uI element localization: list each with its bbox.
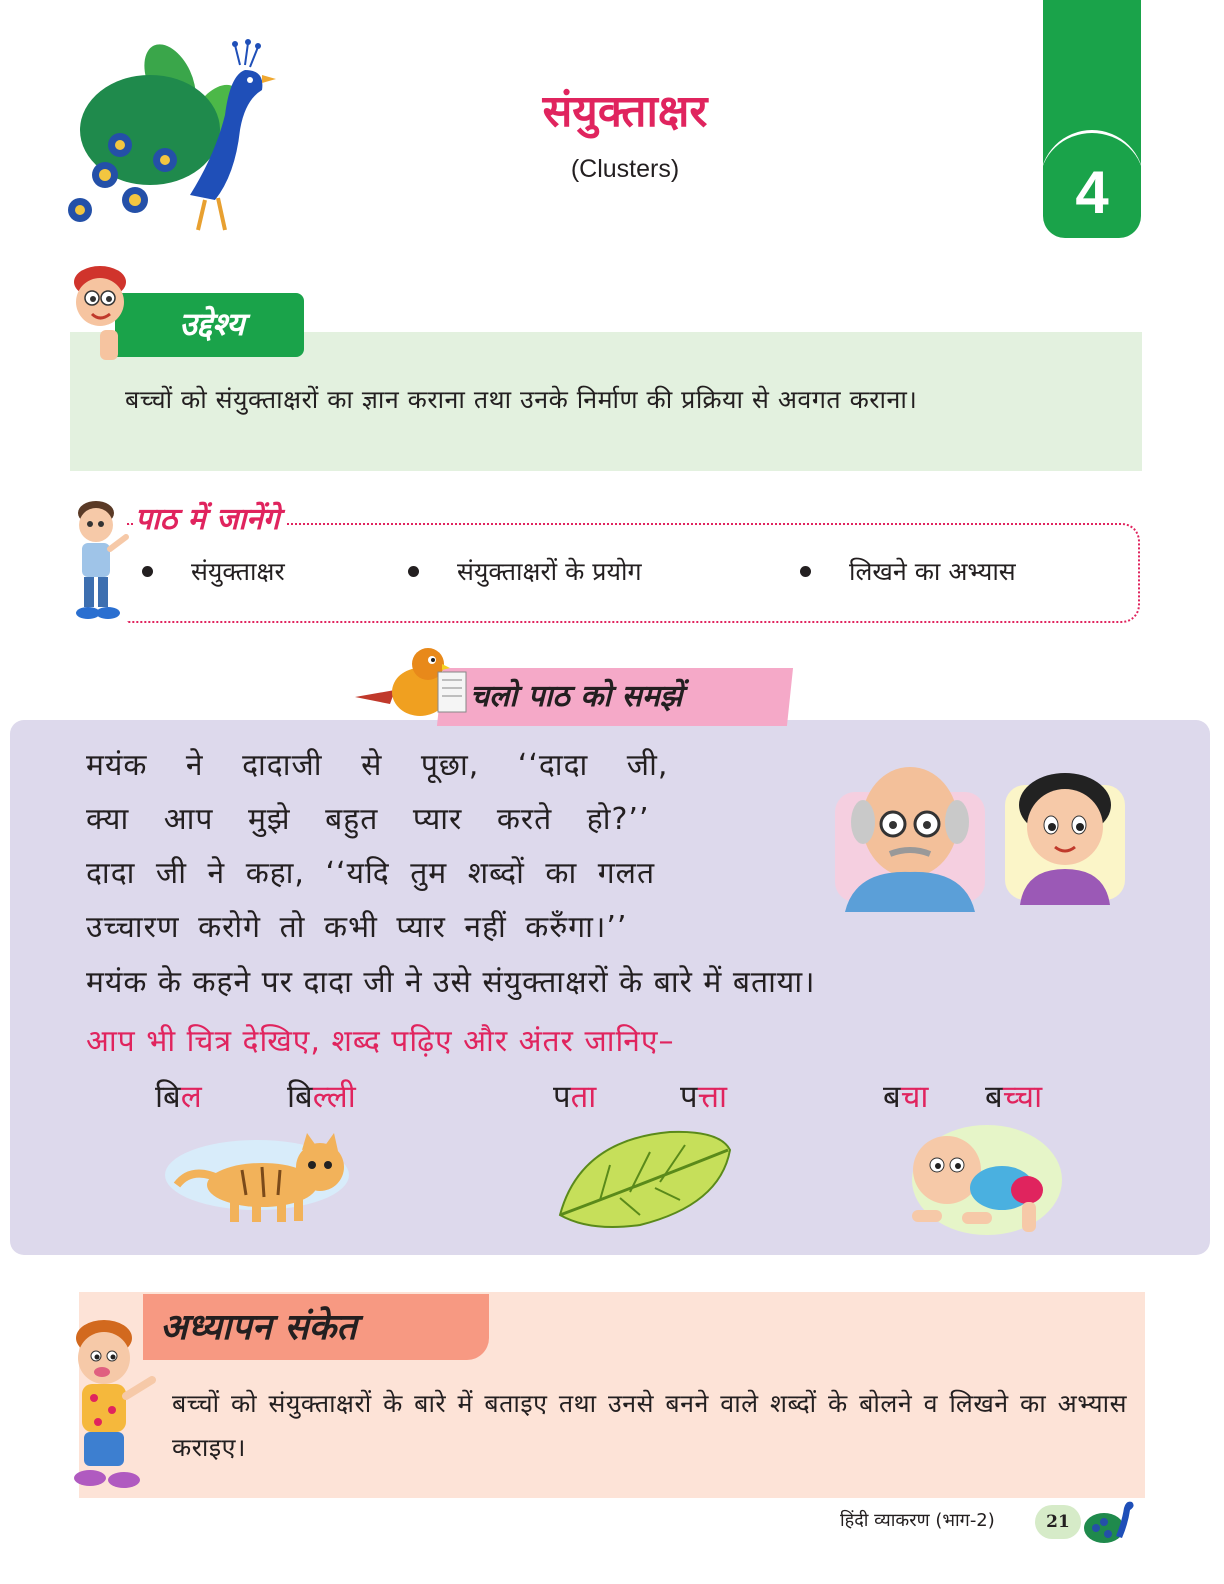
boy-with-sign-illustration: [62, 262, 132, 367]
word-cluster: [985, 1076, 1042, 1118]
bullet-icon: [142, 566, 153, 577]
baby-illustration: [902, 1120, 1062, 1248]
word-cluster: [287, 1076, 356, 1118]
lesson-banner-label: चलो पाठ को समझें: [470, 679, 683, 714]
word-base: बि: [287, 1079, 313, 1115]
topic-item-label: संयुक्ताक्षर: [191, 557, 285, 586]
cat-illustration: [162, 1125, 362, 1230]
story-line: क्या आप मुझे बहुत प्यार करते हो?’’: [86, 802, 650, 837]
topics-heading: पाठ में जानेंगे: [135, 497, 286, 543]
word-highlight: च्चा: [1002, 1079, 1043, 1115]
teaching-hint-text: बच्चों को संयुक्ताक्षरों के बारे में बताइए तथा उनसे बनने वाले शब्दों के बोलने व लिखने का अभ्यास कराइए।: [172, 1389, 1127, 1462]
word-highlight: ल: [180, 1079, 202, 1115]
footer-book-title: हिंदी व्याकरण (भाग-2): [840, 1510, 995, 1531]
instruction-text: आप भी चित्र देखिए, शब्द पढ़िए और अंतर जानिए–: [86, 1024, 675, 1059]
word-highlight: त्ता: [697, 1079, 728, 1115]
topic-item-label: संयुक्ताक्षरों के प्रयोग: [457, 557, 642, 586]
story-line: दादा जी ने कहा, ‘‘यदि तुम शब्दों का गलत: [86, 856, 656, 891]
word-base: ब: [883, 1079, 901, 1115]
grandfather-illustration: [835, 752, 985, 912]
story-line: उच्चारण करोगे तो कभी प्यार नहीं करुँगा।’’: [86, 910, 628, 945]
boy-waving-illustration: [62, 1318, 162, 1493]
word-single: [553, 1076, 596, 1118]
word-single: [883, 1076, 928, 1118]
topic-item: [142, 552, 285, 592]
bullet-icon: [800, 566, 811, 577]
topic-item-label: लिखने का अभ्यास: [849, 557, 1016, 586]
page-title: संयुक्ताक्षर: [542, 86, 708, 137]
word-cluster: [680, 1076, 727, 1118]
topic-item: [408, 552, 642, 592]
page-subtitle: (Clusters): [570, 155, 680, 183]
bullet-icon: [408, 566, 419, 577]
boy-pointing-illustration: [68, 497, 130, 625]
bird-reading-illustration: [350, 642, 470, 722]
peacock-small-icon: [1082, 1496, 1138, 1548]
objective-text: बच्चों को संयुक्ताक्षरों का ज्ञान कराना तथा उनके निर्माण की प्रक्रिया से अवगत कराना।: [125, 385, 918, 414]
word-highlight: ल्ली: [312, 1079, 356, 1115]
chapter-number: 4: [1075, 159, 1109, 226]
page-number: 21: [1046, 1512, 1070, 1532]
peacock-illustration: [40, 35, 280, 240]
leaf-illustration: [550, 1120, 740, 1235]
word-highlight: ता: [570, 1079, 597, 1115]
topic-item: [800, 552, 1016, 592]
word-highlight: चा: [900, 1079, 929, 1115]
word-base: प: [680, 1079, 698, 1115]
boy-mayank-illustration: [1005, 765, 1125, 905]
teaching-hint-heading: अध्यापन संकेत: [160, 1307, 357, 1348]
word-single: [155, 1076, 202, 1118]
story-line: मयंक के कहने पर दादा जी ने उसे संयुक्ताक्षरों के बारे में बताया।: [86, 965, 816, 1000]
story-line: मयंक ने दादाजी से पूछा, ‘‘दादा जी,: [86, 748, 669, 783]
objective-heading: उद्देश्य: [179, 305, 245, 343]
word-base: बि: [155, 1079, 181, 1115]
word-base: ब: [985, 1079, 1003, 1115]
word-base: प: [553, 1079, 571, 1115]
